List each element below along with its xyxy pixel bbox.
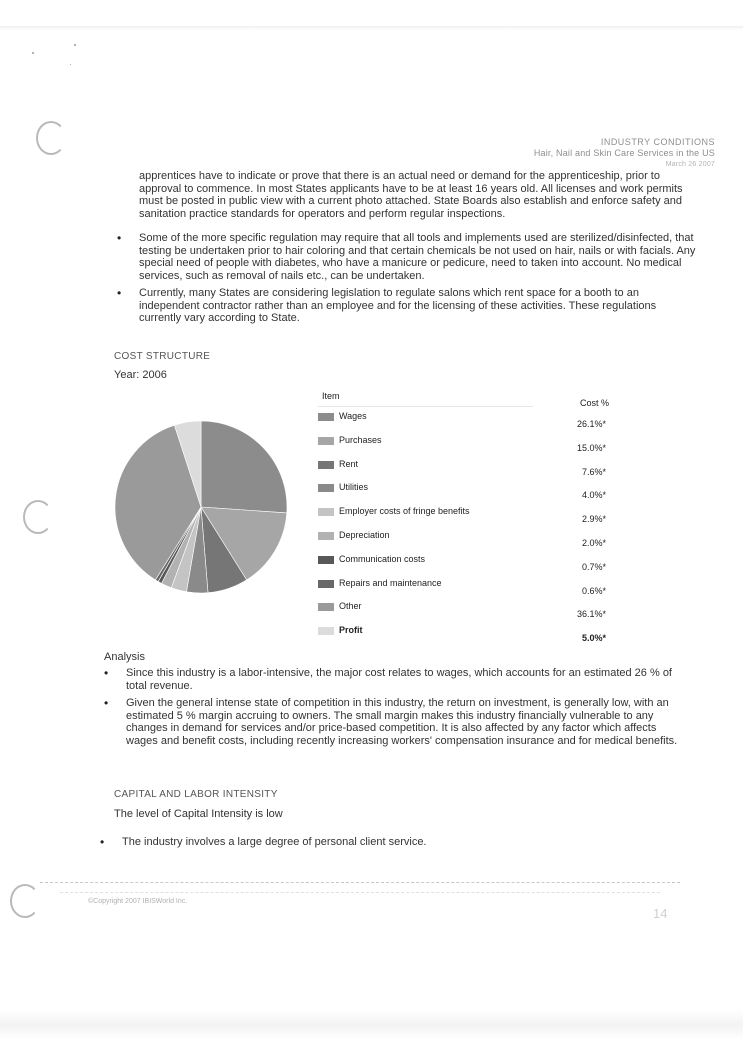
- analysis-bullet-list: [104, 667, 688, 752]
- scan-edge-bottom: [0, 1010, 743, 1040]
- legend-swatch: [318, 461, 334, 469]
- legend-label: Wages: [339, 411, 367, 421]
- header-industry-name: Hair, Nail and Skin Care Services in the US: [533, 148, 715, 158]
- legend-swatch: [318, 532, 334, 540]
- list-item: • Some of the more specific regulation may require that all tools and implements used are sterilized/disinfected, that testing be undertaken prior to hair coloring and that certain chemicals be not used on hair, nails or with facials. Any special need of people with diabetes, who have a manicure or pedicure, need to taken into account. No medical services, such as removal of nails etc., can be undertaken.: [117, 232, 701, 282]
- data-label-cost-percent: 0.6%*: [581, 585, 606, 596]
- column-header-item: Item: [322, 391, 340, 401]
- legend-item: [318, 530, 548, 544]
- data-label-cost-percent: 26.1%*: [576, 419, 606, 429]
- header-divider: [318, 406, 533, 407]
- data-label-cost-percent: 2.0%*: [581, 538, 606, 548]
- running-header: [534, 137, 715, 170]
- footer-divider: [40, 882, 680, 883]
- cost-structure-heading: COST STRUCTURE: [114, 351, 211, 362]
- scan-speck: [74, 44, 76, 46]
- data-label-cost-percent: 15.0%*: [576, 442, 606, 453]
- legend-swatch: [318, 627, 334, 635]
- header-date: March 26 2007: [665, 161, 715, 168]
- cost-structure-year: Year: 2006: [114, 369, 167, 381]
- punch-hole: [10, 884, 40, 918]
- legend-label: Profit: [339, 625, 363, 636]
- data-label-cost-percent: 0.7%*: [581, 561, 606, 572]
- punch-hole: [36, 121, 66, 155]
- regulation-continuation-paragraph: apprentices have to indicate or prove that there is an actual need or demand for the apprenticeship, prior to approval to commence. In most States applicants have to be at least 16 years old. All licenses and work permits must be posted in public view with a current photo attached. State Boards also establish and enforce safety and sanitation practice standards for operators and perform regular inspections.: [139, 170, 683, 220]
- legend-swatch: [318, 603, 334, 611]
- legend-swatch: [318, 556, 334, 564]
- legend-swatch: [318, 413, 334, 421]
- legend-swatch: [318, 580, 334, 588]
- legend-item: [318, 625, 548, 639]
- list-item: • Given the general intense state of competition in this industry, the return on investment, is generally low, with an estimated 5 % margin accruing to owners. The small margin makes this industry financially vulnerable to any changes in demand for services and/or price-based competition. It is also affected by any factor which affects wages and benefit costs, including recently increasing workers' compensation insurance and for medical benefits.: [104, 697, 688, 747]
- legend-label: Rent: [339, 458, 359, 469]
- data-label-cost-percent: 5.0%*: [581, 633, 606, 644]
- data-label-cost-percent: 4.0%*: [581, 490, 606, 501]
- legend-swatch: [318, 508, 334, 516]
- scan-speck: [32, 52, 34, 54]
- column-header-cost: Cost %: [580, 398, 610, 408]
- legend-label: Utilities: [339, 482, 369, 493]
- data-label-cost-percent: 7.6%*: [581, 466, 606, 477]
- legend-label: Repairs and maintenance: [339, 577, 442, 588]
- legend-label: Employer costs of fringe benefits: [339, 506, 470, 517]
- footer-divider: [60, 892, 660, 893]
- cost-legend-table: [318, 391, 618, 644]
- scan-speck: [70, 64, 71, 65]
- legend-swatch: [318, 484, 334, 492]
- legend-item: [318, 411, 548, 425]
- legend-item: [318, 435, 548, 449]
- legend-label: Purchases: [339, 434, 382, 445]
- data-label-cost-percent: 2.9%*: [581, 514, 606, 525]
- list-item: • Currently, many States are considering legislation to regulate salons which rent space for a booth to an independent contractor rather than an employee and for the licensing of these activities. These regulations currently vary according to State.: [117, 287, 701, 325]
- header-section-title: INDUSTRY CONDITIONS: [600, 137, 715, 147]
- regulation-bullet-list: [117, 232, 701, 330]
- legend-item: [318, 482, 548, 496]
- capital-intensity-level: The level of Capital Intensity is low: [114, 808, 283, 820]
- page-number: 14: [653, 906, 668, 921]
- legend-label: Depreciation: [339, 530, 390, 540]
- list-item: • The industry involves a large degree of personal client service.: [100, 836, 684, 849]
- capital-intensity-heading: CAPITAL AND LABOR INTENSITY: [114, 789, 278, 800]
- legend-item: [318, 459, 548, 473]
- cost-pie-chart: [114, 420, 288, 594]
- punch-hole: [23, 500, 53, 534]
- footer-copyright: ©Copyright 2007 IBISWorld Inc.: [88, 898, 188, 905]
- legend-label: Other: [339, 601, 362, 612]
- data-label-cost-percent: 36.1%*: [576, 609, 606, 620]
- legend-item: [318, 601, 548, 615]
- pie-slice-wages: [201, 421, 287, 513]
- legend-item: [318, 506, 548, 520]
- list-item: • Since this industry is a labor-intensive, the major cost relates to wages, which accounts for an estimated 26 % of total revenue.: [104, 667, 688, 692]
- legend-label: Communication costs: [339, 553, 426, 564]
- scan-edge-top: [0, 26, 743, 30]
- legend-swatch: [318, 437, 334, 445]
- legend-item: [318, 554, 548, 568]
- capital-bullet-list: [100, 836, 684, 854]
- analysis-heading: Analysis: [104, 651, 145, 663]
- legend-item: [318, 578, 548, 592]
